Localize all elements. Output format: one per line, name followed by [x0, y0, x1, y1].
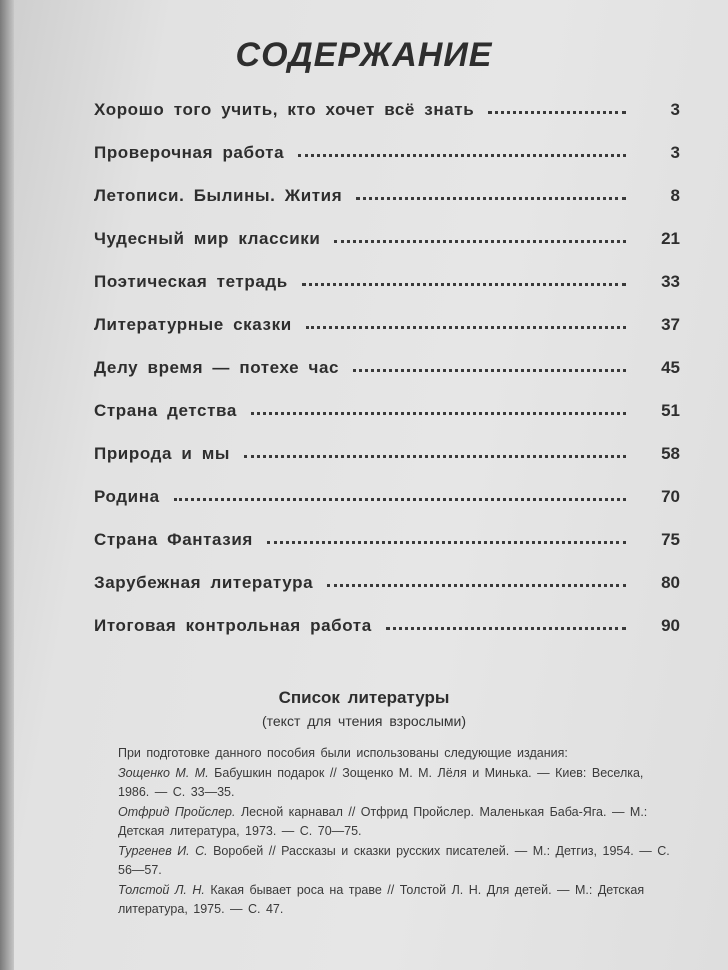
- bibliography-entry-author: Отфрид Пройслер.: [118, 804, 236, 819]
- page-title: СОДЕРЖАНИЕ: [235, 36, 493, 74]
- bibliography-entry-author: Тургенев И. С.: [118, 843, 208, 858]
- bibliography-intro: При подготовке данного пособия были использованы следующие издания:: [118, 746, 568, 760]
- toc-entry-label: Чудесный мир классики: [94, 229, 321, 248]
- bibliography-list: [118, 744, 678, 920]
- toc-entry-page: 70: [661, 487, 680, 506]
- toc-entry-page: 58: [661, 444, 680, 463]
- toc-entry-label: Итоговая контрольная работа: [94, 616, 372, 635]
- toc-leader-dots: [334, 239, 626, 243]
- toc-entry[interactable]: [94, 272, 680, 315]
- toc-entry-page: 33: [661, 272, 680, 291]
- toc-entry-page: 75: [661, 530, 680, 549]
- toc-leader-dots: [267, 540, 626, 544]
- toc-entry-page: 80: [661, 573, 680, 592]
- toc-entry-page: 8: [670, 186, 680, 205]
- bibliography-entry-text: Воробей // Рассказы и сказки русских писателей. — М.: Детгиз, 1954. — С. 56—57.: [118, 843, 670, 877]
- bibliography-entry: [118, 764, 678, 803]
- table-of-contents: [94, 100, 680, 659]
- toc-entry-page: 45: [661, 358, 680, 377]
- toc-entry-page: 37: [661, 315, 680, 334]
- toc-entry[interactable]: [94, 487, 680, 530]
- toc-entry-label: Делу время — потехе час: [94, 358, 340, 377]
- bibliography-entry: [118, 842, 678, 881]
- toc-entry[interactable]: [94, 186, 680, 229]
- bibliography-title: Список литературы: [278, 688, 450, 707]
- bibliography-entry-author: Зощенко М. М.: [118, 765, 209, 780]
- toc-leader-dots: [306, 325, 626, 329]
- book-spine-shadow: [0, 0, 14, 970]
- toc-entry[interactable]: [94, 573, 680, 616]
- toc-leader-dots: [386, 626, 626, 630]
- bibliography-entry-text: Лесной карнавал // Отфрид Пройслер. Маленькая Баба-Яга. — М.: Детская литература, 1973. — С. 70—75.: [118, 804, 648, 838]
- bibliography-subtitle: (текст для чтения взрослыми): [261, 713, 467, 729]
- toc-entry-page: 3: [670, 143, 680, 162]
- toc-leader-dots: [302, 282, 626, 286]
- bibliography-entry: [118, 803, 678, 842]
- bibliography-entry-author: Толстой Л. Н.: [118, 882, 205, 897]
- toc-entry-label: Родина: [94, 487, 160, 506]
- toc-leader-dots: [174, 497, 626, 501]
- toc-leader-dots: [353, 368, 626, 372]
- toc-leader-dots: [488, 110, 626, 114]
- toc-entry-page: 21: [661, 229, 680, 248]
- toc-entry-label: Летописи. Былины. Жития: [94, 186, 343, 205]
- toc-entry-label: Литературные сказки: [94, 315, 292, 334]
- bibliography-entry: [118, 881, 678, 920]
- toc-entry-page: 51: [661, 401, 680, 420]
- toc-entry[interactable]: [94, 530, 680, 573]
- toc-entry[interactable]: [94, 358, 680, 401]
- toc-entry-label: Природа и мы: [94, 444, 231, 463]
- toc-entry-label: Поэтическая тетрадь: [94, 272, 288, 291]
- toc-entry-label: Хорошо того учить, кто хочет всё знать: [94, 100, 475, 119]
- bibliography-entry-text: Бабушкин подарок // Зощенко М. М. Лёля и Минька. — Киев: Веселка, 1986. — С. 33—35.: [118, 765, 644, 799]
- toc-entry-label: Зарубежная литература: [94, 573, 314, 592]
- bibliography-entry-text: Какая бывает роса на траве // Толстой Л. Н. Для детей. — М.: Детская литература, 1975. — С. 47.: [118, 882, 645, 916]
- toc-entry[interactable]: [94, 143, 680, 186]
- toc-entry-label: Страна детства: [94, 401, 237, 420]
- toc-entry-label: Проверочная работа: [94, 143, 285, 162]
- toc-entry[interactable]: [94, 315, 680, 358]
- toc-entry[interactable]: [94, 100, 680, 143]
- toc-leader-dots: [244, 454, 626, 458]
- toc-entry[interactable]: [94, 444, 680, 487]
- toc-entry-page: 90: [661, 616, 680, 635]
- toc-leader-dots: [327, 583, 626, 587]
- toc-entry[interactable]: [94, 401, 680, 444]
- toc-entry-label: Страна Фантазия: [94, 530, 253, 549]
- toc-entry-page: 3: [670, 100, 680, 119]
- toc-leader-dots: [251, 411, 626, 415]
- toc-leader-dots: [356, 196, 626, 200]
- toc-entry[interactable]: [94, 616, 680, 659]
- toc-entry[interactable]: [94, 229, 680, 272]
- toc-leader-dots: [298, 153, 626, 157]
